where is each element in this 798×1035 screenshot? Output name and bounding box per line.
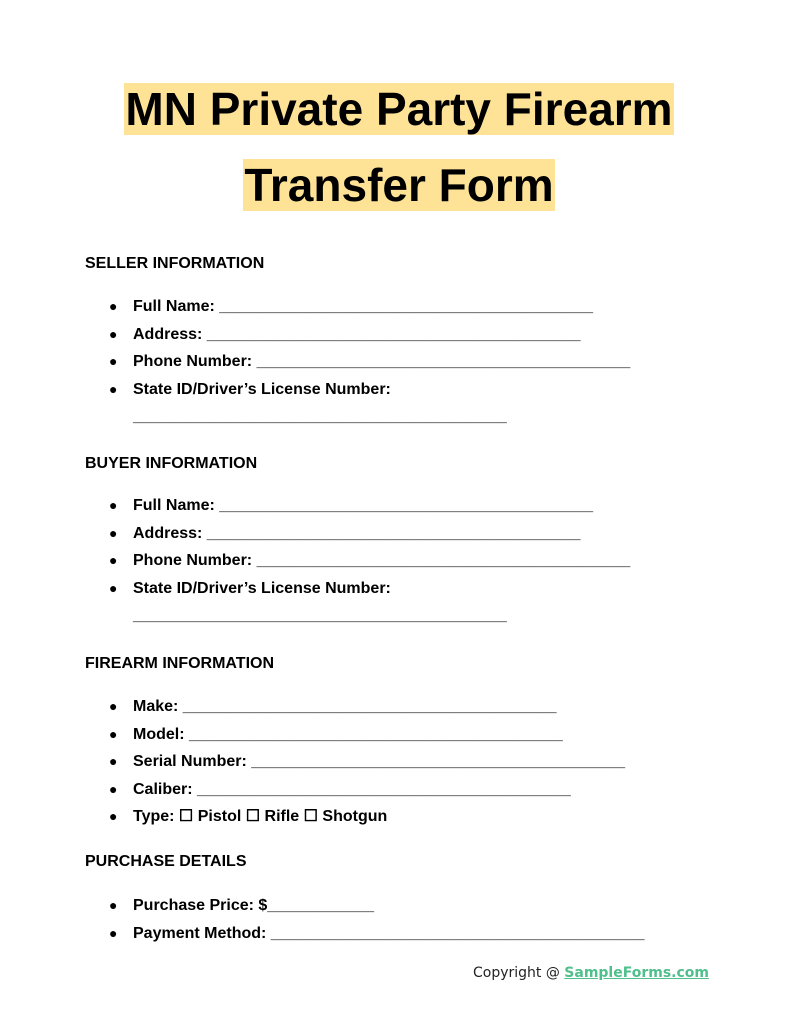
list-item — [109, 892, 645, 920]
field-label: Purchase Price: — [133, 897, 254, 914]
list-item — [109, 321, 630, 349]
field-blank[interactable]: __________________________________________ — [133, 607, 507, 624]
list-item — [109, 748, 625, 776]
field-list — [109, 693, 625, 831]
bullet-icon: ● — [109, 380, 118, 397]
bullet-icon: ● — [109, 780, 118, 797]
bullet-icon: ● — [109, 897, 118, 913]
section-heading: SELLER INFORMATION — [85, 255, 265, 272]
list-item — [109, 293, 630, 321]
sampleforms-link[interactable]: SampleForms.com — [564, 965, 709, 981]
field-label: Address: — [133, 325, 203, 343]
bullet-icon — [109, 403, 133, 431]
field-label: State ID/Driver’s License Number: — [133, 579, 391, 597]
list-item — [109, 693, 625, 721]
field-blank[interactable]: __________________________________________ — [133, 408, 507, 425]
bullet-icon: ● — [109, 497, 118, 513]
section-heading: FIREARM INFORMATION — [85, 655, 275, 672]
list-item — [109, 776, 625, 804]
title-line-1 — [0, 84, 798, 134]
list-item — [109, 547, 630, 575]
bullet-icon: ● — [109, 753, 118, 769]
field-blank[interactable]: $____________ — [253, 897, 375, 914]
list-item — [109, 575, 630, 603]
list-item — [109, 403, 630, 431]
bullet-icon — [109, 602, 133, 630]
list-item — [109, 920, 645, 948]
field-label: Type: — [133, 808, 175, 825]
field-label: Caliber: — [133, 780, 193, 798]
field-blank[interactable]: __________________________________________ — [214, 497, 593, 514]
bullet-icon: ● — [109, 808, 118, 824]
bullet-icon: ● — [109, 725, 118, 742]
field-blank[interactable]: __________________________________________ — [202, 325, 581, 343]
field-blank[interactable]: __________________________________________ — [178, 698, 557, 715]
title-line-2 — [0, 160, 798, 210]
field-label: Address: — [133, 524, 203, 542]
field-label: Full Name: — [133, 497, 215, 514]
field-label: Payment Method: — [133, 924, 267, 942]
field-blank[interactable]: __________________________________________ — [202, 524, 581, 542]
field-blank[interactable]: __________________________________________ — [184, 725, 563, 743]
title-text: Transfer Form — [244, 159, 554, 211]
list-item — [109, 520, 630, 548]
field-blank[interactable]: ☐ Pistol ☐ Rifle ☐ Shotgun — [174, 808, 388, 825]
field-label: Make: — [133, 698, 179, 715]
field-list — [109, 492, 630, 630]
field-list — [109, 892, 645, 947]
bullet-icon: ● — [109, 325, 118, 342]
field-blank[interactable]: __________________________________________ — [246, 753, 625, 770]
bullet-icon: ● — [109, 924, 118, 941]
field-list — [109, 293, 630, 431]
list-item — [109, 721, 625, 749]
title-text: MN Private Party Firearm — [125, 83, 673, 135]
field-blank[interactable]: __________________________________________ — [214, 298, 593, 315]
section-heading: BUYER INFORMATION — [85, 455, 258, 472]
bullet-icon: ● — [109, 698, 118, 714]
list-item — [109, 348, 630, 376]
section-heading: PURCHASE DETAILS — [85, 853, 247, 870]
field-label: Phone Number: — [133, 552, 253, 569]
field-label: Serial Number: — [133, 753, 247, 770]
bullet-icon: ● — [109, 524, 118, 541]
copyright-text: Copyright @ — [472, 965, 565, 981]
list-item — [109, 376, 630, 404]
bullet-icon: ● — [109, 579, 118, 596]
field-blank[interactable]: __________________________________________ — [266, 924, 645, 942]
field-label: Full Name: — [133, 298, 215, 315]
field-blank[interactable]: __________________________________________ — [252, 353, 631, 370]
field-blank[interactable]: __________________________________________ — [192, 780, 571, 798]
bullet-icon: ● — [109, 552, 118, 568]
field-label: Phone Number: — [133, 353, 253, 370]
field-label: Model: — [133, 725, 185, 743]
bullet-icon: ● — [109, 353, 118, 369]
list-item — [109, 803, 625, 831]
bullet-icon: ● — [109, 298, 118, 314]
list-item — [109, 602, 630, 630]
list-item — [109, 492, 630, 520]
copyright — [473, 965, 709, 981]
field-blank[interactable]: __________________________________________ — [252, 552, 631, 569]
field-label: State ID/Driver’s License Number: — [133, 380, 391, 398]
